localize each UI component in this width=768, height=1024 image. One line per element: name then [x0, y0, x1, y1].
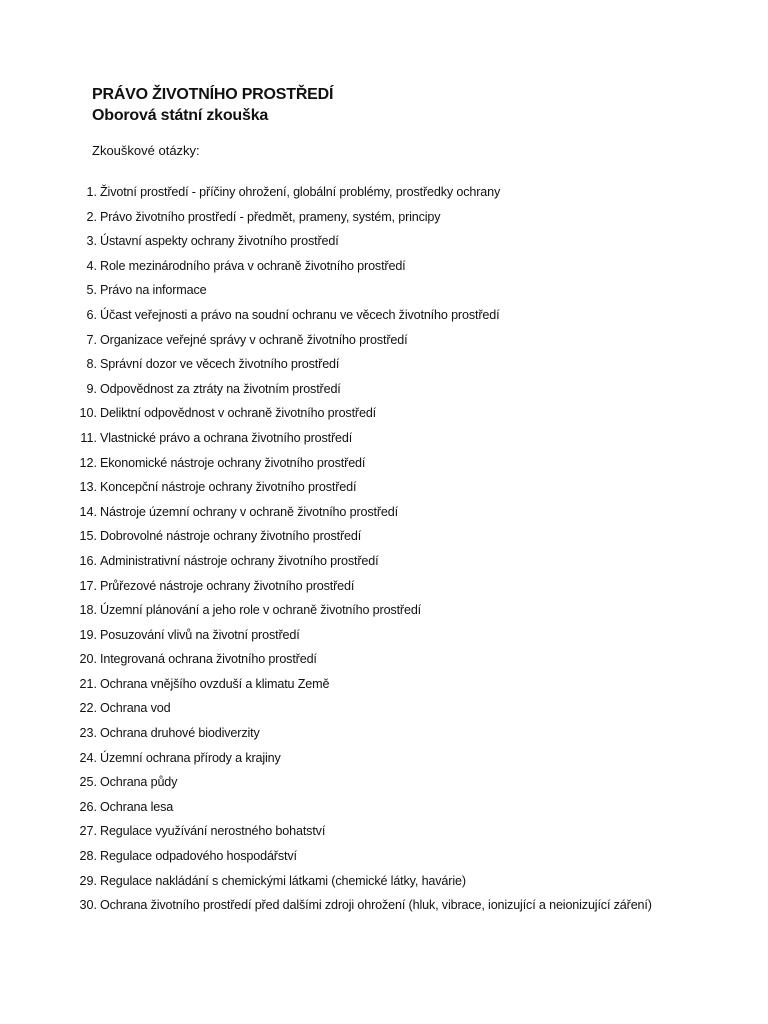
question-text: Posuzování vlivů na životní prostředí — [100, 627, 300, 642]
question-item — [0, 844, 652, 869]
question-text: Regulace nakládání s chemickými látkami (chemické látky, havárie) — [100, 873, 466, 888]
question-text: Role mezinárodního práva v ochraně životního prostředí — [100, 258, 406, 273]
question-item — [0, 426, 652, 451]
question-item — [0, 451, 652, 476]
question-text: Právo životního prostředí - předmět, prameny, systém, principy — [100, 209, 441, 224]
question-text: Právo na informace — [100, 283, 207, 298]
question-number: 8. — [86, 357, 97, 372]
question-item — [0, 598, 652, 623]
question-text: Regulace využívání nerostného bohatství — [100, 824, 326, 839]
question-number: 19. — [79, 627, 97, 642]
question-item — [0, 549, 652, 574]
question-item — [0, 180, 652, 205]
question-text: Ochrana půdy — [100, 775, 178, 790]
question-number: 16. — [79, 553, 97, 568]
questions-heading: Zkouškové otázky: — [92, 143, 200, 158]
question-text: Ochrana vnějšího ovzduší a klimatu Země — [100, 676, 330, 691]
question-number: 18. — [79, 603, 97, 618]
question-number: 23. — [79, 726, 97, 741]
question-item — [0, 869, 652, 894]
question-number: 22. — [79, 701, 97, 716]
question-item — [0, 893, 652, 918]
question-number: 5. — [86, 283, 97, 298]
question-text: Dobrovolné nástroje ochrany životního prostředí — [100, 529, 362, 544]
question-number: 27. — [79, 824, 97, 839]
question-item — [0, 795, 652, 820]
question-number: 14. — [79, 504, 97, 519]
question-text: Deliktní odpovědnost v ochraně životního prostředí — [100, 406, 377, 421]
question-item — [0, 746, 652, 771]
question-item — [0, 672, 652, 697]
question-item — [0, 770, 652, 795]
question-text: Nástroje územní ochrany v ochraně životního prostředí — [100, 504, 398, 519]
question-item — [0, 574, 652, 599]
question-text: Průřezové nástroje ochrany životního prostředí — [100, 578, 355, 593]
question-item — [0, 205, 652, 230]
question-text: Ochrana druhové biodiverzity — [100, 726, 260, 741]
question-text: Účast veřejnosti a právo na soudní ochranu ve věcech životního prostředí — [100, 307, 500, 322]
document-subtitle: Oborová státní zkouška — [92, 107, 269, 124]
question-number: 2. — [86, 209, 97, 224]
question-item — [0, 328, 652, 353]
question-item — [0, 229, 652, 254]
question-item — [0, 500, 652, 525]
question-text: Integrovaná ochrana životního prostředí — [100, 652, 317, 667]
question-item — [0, 475, 652, 500]
question-number: 21. — [79, 676, 97, 691]
question-item — [0, 623, 652, 648]
question-item — [0, 352, 652, 377]
question-number: 17. — [79, 578, 97, 593]
question-item — [0, 721, 652, 746]
question-text: Regulace odpadového hospodářství — [100, 849, 297, 864]
question-number: 20. — [79, 652, 97, 667]
question-item — [0, 254, 652, 279]
document-title: PRÁVO ŽIVOTNÍHO PROSTŘEDÍ — [92, 86, 334, 103]
question-number: 12. — [79, 455, 97, 470]
question-number: 26. — [79, 799, 97, 814]
question-number: 25. — [79, 775, 97, 790]
question-text: Organizace veřejné správy v ochraně životního prostředí — [100, 332, 408, 347]
question-number: 7. — [86, 332, 97, 347]
question-text: Ochrana životního prostředí před dalšími zdroji ohrožení (hluk, vibrace, ionizující a neionizující záření) — [100, 898, 652, 913]
question-text: Ochrana lesa — [100, 799, 174, 814]
question-number: 28. — [79, 849, 97, 864]
question-number: 29. — [79, 873, 97, 888]
question-item — [0, 377, 652, 402]
question-number: 13. — [79, 480, 97, 495]
question-item — [0, 819, 652, 844]
question-number: 6. — [86, 307, 97, 322]
question-text: Ekonomické nástroje ochrany životního prostředí — [100, 455, 366, 470]
question-number: 10. — [79, 406, 97, 421]
question-item — [0, 696, 652, 721]
question-number: 4. — [86, 258, 97, 273]
question-text: Správní dozor ve věcech životního prostředí — [100, 357, 340, 372]
question-item — [0, 278, 652, 303]
question-text: Vlastnické právo a ochrana životního prostředí — [100, 430, 353, 445]
question-text: Ochrana vod — [100, 701, 171, 716]
question-text: Odpovědnost za ztráty na životním prostředí — [100, 381, 341, 396]
question-number: 9. — [86, 381, 97, 396]
question-text: Územní plánování a jeho role v ochraně životního prostředí — [100, 603, 422, 618]
question-number: 11. — [80, 430, 97, 445]
question-text: Životní prostředí - příčiny ohrožení, globální problémy, prostředky ochrany — [100, 185, 501, 199]
question-item — [0, 647, 652, 672]
question-number: 24. — [79, 750, 97, 765]
question-number: 3. — [86, 234, 97, 249]
question-text: Administrativní nástroje ochrany životního prostředí — [100, 553, 379, 568]
question-text: Územní ochrana přírody a krajiny — [100, 750, 281, 765]
question-text: Koncepční nástroje ochrany životního prostředí — [100, 480, 357, 495]
question-number: 1. — [86, 185, 97, 199]
questions-list — [0, 180, 652, 918]
question-number: 30. — [79, 898, 97, 913]
question-item — [0, 524, 652, 549]
question-number: 15. — [79, 529, 97, 544]
question-text: Ústavní aspekty ochrany životního prostředí — [100, 234, 339, 249]
question-item — [0, 401, 652, 426]
question-item — [0, 303, 652, 328]
